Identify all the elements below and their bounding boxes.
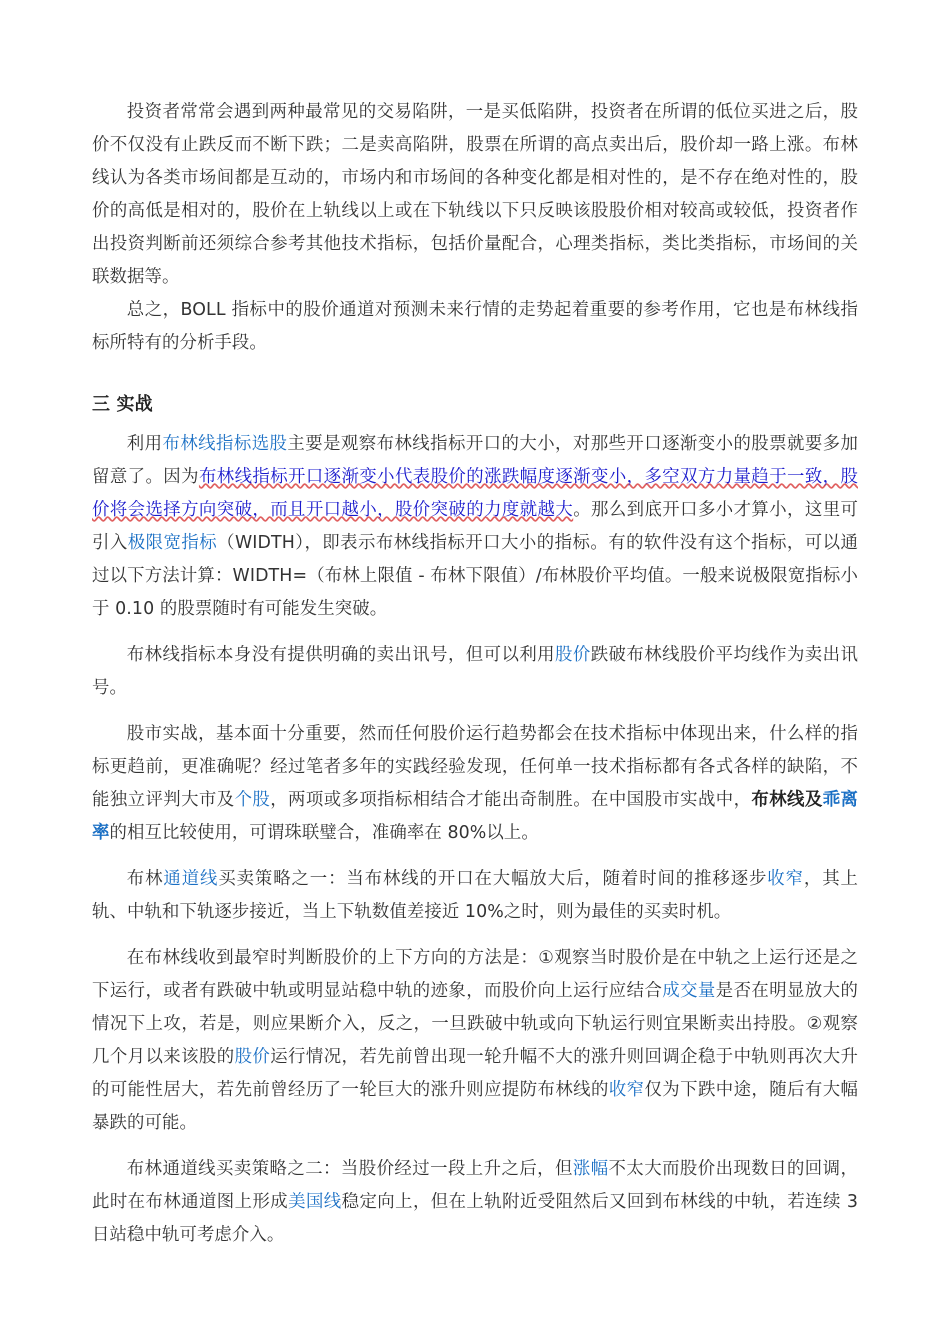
link-stock-price-2[interactable]: 股价	[234, 1047, 271, 1067]
paragraph-strategy-two: 布林通道线买卖策略之二：当股价经过一段上升之后，但涨幅不太大而股价出现数日的回调，此时在布林通道图上形成美国线稳定向上，但在上轨附近受阻然后又回到布林线的中轨，若连续 3 日站稳中轨可考虑介入。	[92, 1159, 858, 1245]
paragraph-bollinger-selection: 利用布林线指标选股主要是观察布林线指标开口的大小，对那些开口逐渐变小的股票就要多加留意了。因为布林线指标开口逐渐变小代表股价的涨跌幅度逐渐变小，多空双方力量趋于一致，股价将会选择方向突破，而且开口越小，股价突破的力度就越大。那么到底开口多小才算小，这里可引入极限宽指标（WIDTH），即表示布林线指标开口大小的指标。有的软件没有这个指标，可以通过以下方法计算：WIDTH=（布林上限值 - 布林下限值）/布林股价平均值。一般来说极限宽指标小于 0.10 的股票随时有可能发生突破。	[92, 434, 859, 619]
section-title: 三 实战	[92, 394, 153, 415]
link-individual-stock[interactable]: 个股	[234, 790, 271, 810]
link-bias-rate[interactable]: 乖离率	[92, 790, 859, 843]
link-channel-line[interactable]: 通道线	[163, 869, 219, 889]
paragraph-strategy-one: 布林通道线买卖策略之一：当布林线的开口在大幅放大后，随着时间的推移逐步收窄，其上轨、中轨和下轨逐步接近，当上下轨数值差接近 10%之时，则为最佳的买卖时机。	[92, 869, 858, 922]
link-gain[interactable]: 涨幅	[572, 1159, 609, 1179]
paragraph-trading-traps: 投资者常常会遇到两种最常见的交易陷阱，一是买低陷阱，投资者在所谓的低位买进之后，股价不仅没有止跌反而不断下跌；二是卖高陷阱，股票在所谓的高点卖出后，股价却一路上涨。布林线认为各类市场间都是互动的，市场内和市场间的各种变化都是相对性的，是不存在绝对性的，股价的高低是相对的，股价在上轨线以上或在下轨线以下只反映该股股价相对较高或较低，投资者作出投资判断前还须综合参考其他技术指标，包括价量配合，心理类指标，类比类指标，市场间的关联数据等。	[92, 102, 858, 287]
link-narrowing[interactable]: 收窄	[767, 869, 804, 889]
bold-bollinger: 布林线及	[751, 790, 823, 810]
link-american-line[interactable]: 美国线	[288, 1192, 342, 1212]
link-stock-price[interactable]: 股价	[555, 645, 591, 665]
paragraph-market-practice: 股市实战，基本面十分重要，然而任何股价运行趋势都会在技术指标中体现出来，什么样的指标更趋前，更准确呢？经过笔者多年的实践经验发现，任何单一技术指标都有各式各样的缺陷，不能独立评判大市及个股，两项或多项指标相结合才能出奇制胜。在中国股市实战中，布林线及乖离率的相互比较使用，可谓珠联璧合，准确率在 80%以上。	[92, 724, 859, 843]
paragraph-sell-signal: 布林线指标本身没有提供明确的卖出讯号，但可以利用股价跌破布林线股价平均线作为卖出讯号。	[92, 645, 858, 698]
paragraph-summary: 总之，BOLL 指标中的股价通道对预测未来行情的走势起着重要的参考作用，它也是布林线指标所特有的分析手段。	[92, 300, 858, 353]
link-bollinger-stock-picking[interactable]: 布林线指标选股	[162, 434, 288, 454]
document-page	[92, 96, 858, 1252]
paragraph-direction-method: 在布林线收到最窄时判断股价的上下方向的方法是：①观察当时股价是在中轨之上运行还是之下运行，或者有跌破中轨或明显站稳中轨的迹象，而股价向上运行应结合成交量是否在明显放大的情况下上攻，若是，则应果断介入，反之，一旦跌破中轨或向下轨运行则宜果断卖出持股。②观察几个月以来该股的股价运行情况，若先前曾出现一轮升幅不大的涨升则回调企稳于中轨则再次大升的可能性居大，若先前曾经历了一轮巨大的涨升则应提防布林线的收窄仅为下跌中途，随后有大幅暴跌的可能。	[92, 948, 859, 1133]
link-volume[interactable]: 成交量	[662, 981, 716, 1001]
link-narrowing-2[interactable]: 收窄	[608, 1080, 645, 1100]
link-bollinger-narrowing[interactable]: 布林线指标开口逐渐变小代表股价的涨跌幅度逐渐变小，多空双方力量趋于一致，股价将会选择方向突破，而且开口越小，股价突破的力度就越大	[92, 467, 858, 520]
link-width-indicator[interactable]: 极限宽指标	[127, 533, 218, 553]
